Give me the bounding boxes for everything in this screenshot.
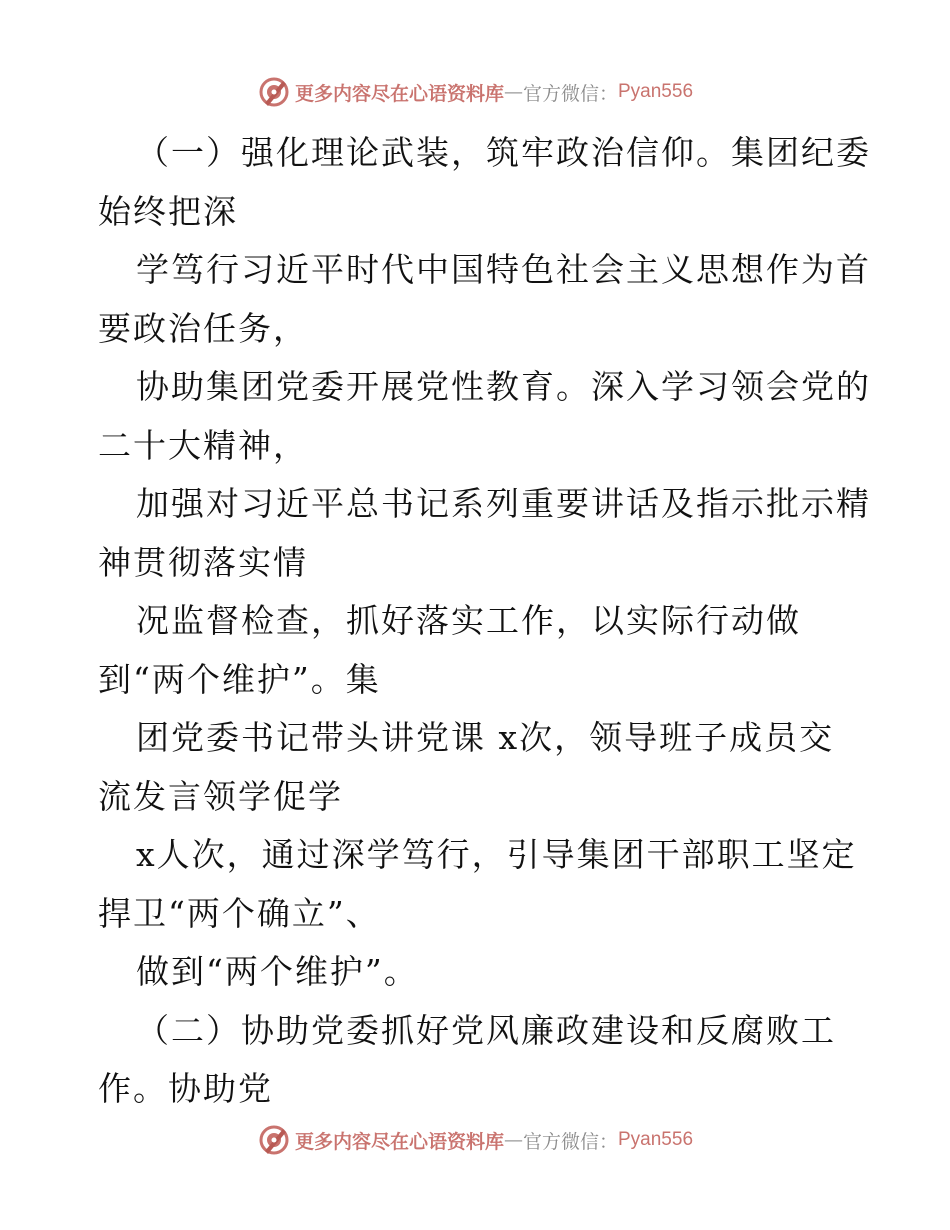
body-line: 作。协助党	[98, 1069, 273, 1108]
watermark-sub-text: 官方微信：	[522, 1130, 618, 1153]
body-line: 团党委书记带头讲党课 x次，领导班子成员交	[136, 718, 835, 757]
watermark-dash: —	[503, 1129, 523, 1151]
body-line: 捍卫“两个确立”、	[98, 893, 381, 933]
watermark-account: Pyan556	[618, 1129, 694, 1150]
watermark-sub-text: 官方微信：	[522, 82, 618, 105]
watermark-account: Pyan556	[618, 81, 694, 102]
body-line: 流发言领学促学	[98, 776, 343, 816]
body-line: 加强对习近平总书记系列重要讲话及指示批示精	[136, 484, 871, 523]
body-line: 二十大精神，	[98, 425, 308, 465]
pen-logo-icon	[257, 1123, 291, 1157]
watermark-main-text: 更多内容尽在心语资料库	[294, 82, 504, 105]
body-line: 要政治任务，	[98, 308, 308, 348]
body-line: 学笃行习近平时代中国特色社会主义思想作为首	[136, 250, 871, 289]
body-line: 做到“两个维护”。	[136, 952, 419, 991]
watermark-main-text: 更多内容尽在心语资料库	[294, 1130, 504, 1153]
watermark-dash: —	[503, 81, 523, 103]
body-line: 协助集团党委开展党性教育。深入学习领会党的	[136, 367, 871, 406]
body-line: 到“两个维护”。集	[98, 659, 381, 699]
header-watermark	[0, 72, 950, 112]
body-line: （二）协助党委抓好党风廉政建设和反腐败工	[136, 1010, 836, 1050]
body-line: 始终把深	[98, 191, 238, 231]
footer-watermark	[0, 1120, 950, 1160]
body-line: （一）强化理论武装，筑牢政治信仰。集团纪委	[136, 133, 871, 172]
body-line: 神贯彻落实情	[98, 542, 308, 582]
body-line: x人次，通过深学笃行，引导集团干部职工坚定	[136, 835, 857, 874]
document-body	[98, 124, 871, 1119]
body-line: 况监督检查，抓好落实工作，以实际行动做	[136, 601, 801, 640]
pen-logo-icon	[257, 75, 291, 109]
